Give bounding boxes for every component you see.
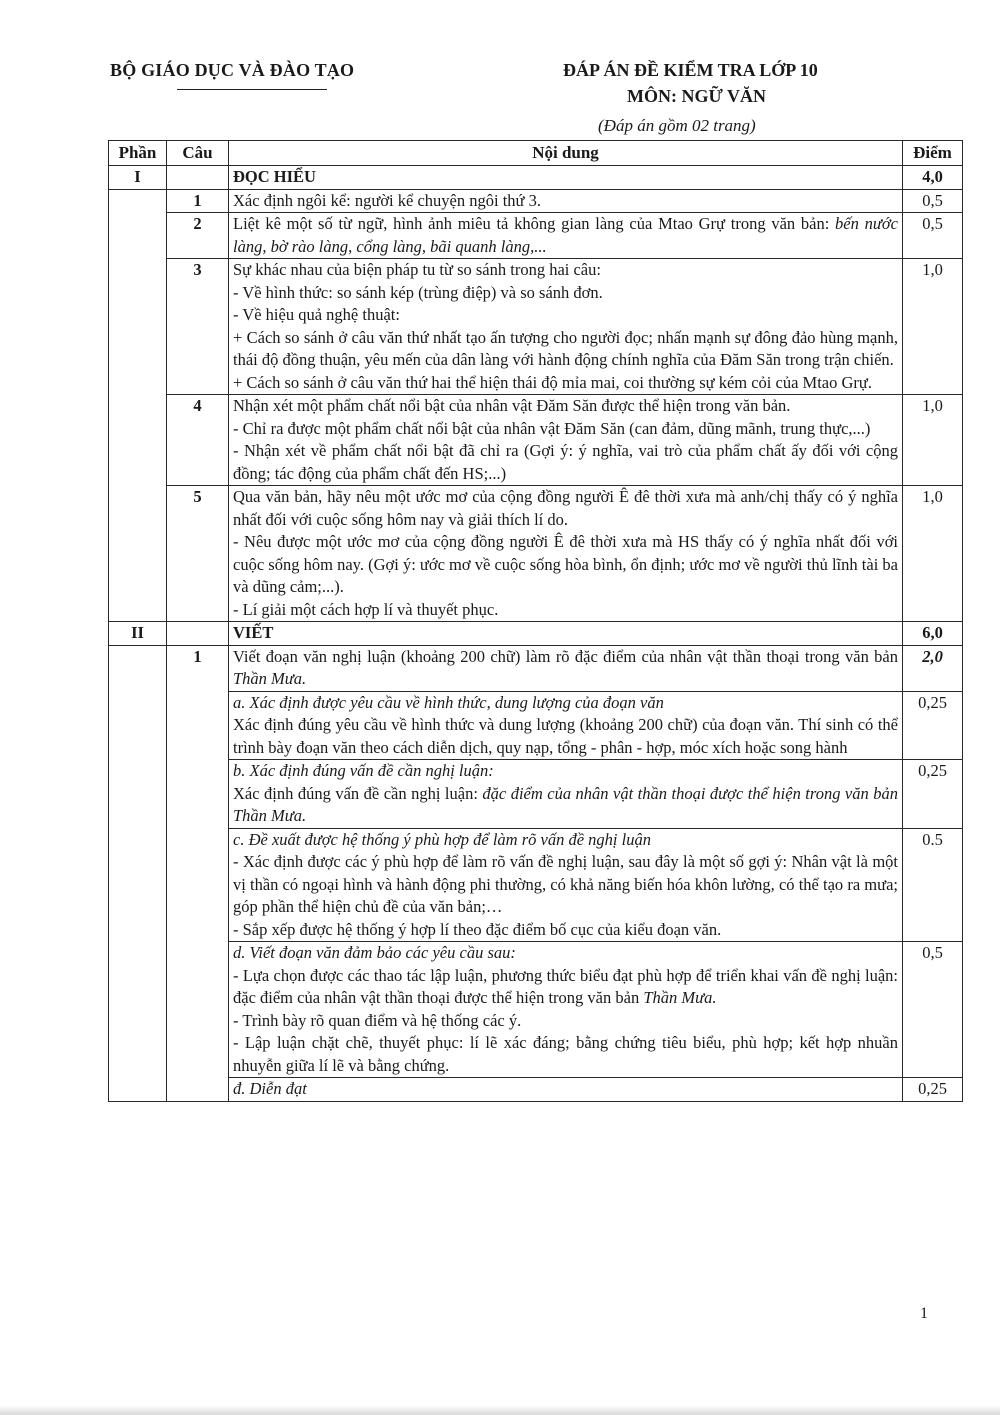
question-content <box>229 486 903 622</box>
table-row <box>109 828 963 942</box>
content-line: - Về hình thức: so sánh kép (trùng điệp) và so sánh đơn. <box>233 282 603 302</box>
section-score: 6,0 <box>903 622 963 646</box>
criterion-text <box>233 783 898 828</box>
question-number: 2 <box>167 213 229 259</box>
content-line: - Nhận xét về phẩm chất nổi bật đã chỉ ra (Gợi ý: ý nghĩa, vai trò của phẩm chất ấy đối với cộng đồng; tác động của phẩm chất đến HS;...) <box>233 441 898 483</box>
question-content <box>229 395 903 486</box>
section-title: VIẾT <box>229 622 903 646</box>
content-line: - Nêu được một ước mơ của cộng đồng người Ê đê thời xưa mà HS thấy có ý nghĩa nhất đối với cuộc sống hôm nay. (Gợi ý: ước mơ về cuộc sống hòa bình, ổn định; ước mơ về người thủ lĩnh tài ba và dũng cảm;...). <box>233 532 898 596</box>
ministry-name: BỘ GIÁO DỤC VÀ ĐÀO TẠO <box>110 60 355 80</box>
question-text-plain: Viết đoạn văn nghị luận (khoảng 200 chữ) làm rõ đặc điểm của nhân vật thần thoại trong văn bản <box>233 646 898 666</box>
criterion-text-plain: Xác định đúng vấn đề cần nghị luận: <box>233 783 483 803</box>
table-row <box>109 189 963 213</box>
section-part-number: II <box>109 622 167 646</box>
table-row <box>109 486 963 622</box>
document-title: ĐÁP ÁN ĐỀ KIỂM TRA LỚP 10 <box>563 60 818 80</box>
content-line: Nhận xét một phẩm chất nổi bật của nhân vật Đăm Săn được thể hiện trong văn bản. <box>233 396 791 415</box>
answer-key-table <box>108 140 963 1102</box>
section-part-number: I <box>109 166 167 190</box>
content-line: - Chỉ ra được một phẩm chất nổi bật của nhân vật Đăm Săn (can đảm, dũng mãnh, trung thực,...) <box>233 418 871 438</box>
question-score: 0,5 <box>903 189 963 213</box>
question-text <box>233 646 898 691</box>
criterion-heading: a. Xác định được yêu cầu về hình thức, dung lượng của đoạn văn <box>233 692 664 712</box>
criterion-content <box>229 691 903 760</box>
content-line: - Về hiệu quả nghệ thuật: <box>233 305 400 324</box>
question-score: 1,0 <box>903 395 963 486</box>
question-number: 3 <box>167 259 229 395</box>
question-content <box>229 259 903 395</box>
section-row <box>109 166 963 190</box>
table-row <box>109 942 963 1078</box>
question-content: Xác định ngôi kể: người kể chuyện ngôi thứ 3. <box>229 189 903 213</box>
page-number: 1 <box>920 1305 928 1322</box>
section-part-spacer <box>109 645 167 1101</box>
question-score: 2,0 <box>903 645 963 691</box>
criterion-text: - Trình bày rõ quan điểm và hệ thống các ý. <box>233 1010 522 1030</box>
table-row <box>109 1078 963 1102</box>
criterion-text-italic: đặc điểm của nhân vật thần thoại được thể hiện trong văn bản Thần Mưa. <box>233 783 898 825</box>
criterion-text: - Lập luận chặt chẽ, thuyết phục: lí lẽ xác đáng; bằng chứng tiêu biểu, phù hợp; kết hợp nhuần nhuyễn giữa lí lẽ và bằng chứng. <box>233 1033 898 1075</box>
question-text-italic: bến nước làng, bờ rào làng, cổng làng, bãi quanh làng,... <box>233 214 898 256</box>
criterion-score: 0,25 <box>903 1078 963 1102</box>
question-content <box>229 645 903 691</box>
table-row <box>109 691 963 760</box>
question-content <box>229 213 903 259</box>
section-score: 4,0 <box>903 166 963 190</box>
criterion-score: 0,5 <box>903 942 963 1078</box>
question-score: 0,5 <box>903 213 963 259</box>
criterion-text: - Sắp xếp được hệ thống ý hợp lí theo đặc điểm bố cục của kiểu đoạn văn. <box>233 919 722 939</box>
subject-title: MÔN: NGỮ VĂN <box>627 86 766 106</box>
criterion-heading: đ. Diễn đạt <box>233 1079 307 1098</box>
criterion-score: 0.5 <box>903 828 963 942</box>
question-score: 1,0 <box>903 259 963 395</box>
empty-cell <box>167 622 229 646</box>
table-row <box>109 645 963 691</box>
table-row <box>109 395 963 486</box>
criterion-text: Xác định đúng yêu cầu về hình thức và dung lượng (khoảng 200 chữ) của đoạn văn. Thí sinh có thể trình bày đoạn văn theo cách diễn dịch, quy nạp, tổng - phân - hợp, móc xích hoặc song hành <box>233 715 898 757</box>
question-number: 1 <box>167 189 229 213</box>
header-content: Nội dung <box>229 141 903 166</box>
table-row <box>109 760 963 829</box>
criterion-content <box>229 828 903 942</box>
ministry-underline <box>177 89 327 90</box>
criterion-text: - Xác định được các ý phù hợp để làm rõ vấn đề nghị luận, sau đây là một số gợi ý: Nhân vật là một vị thần có ngoại hình và hành động phi thường, có khả năng biến hóa khôn lường, có thể tạo ra mưa; góp phần thể hiện chủ đề của văn bản;… <box>233 852 898 916</box>
question-number: 1 <box>167 645 229 1101</box>
criterion-content <box>229 760 903 829</box>
question-text-plain: Liệt kê một số từ ngữ, hình ảnh miêu tả không gian làng của Mtao Grự trong văn bản: <box>233 214 836 233</box>
header-question: Câu <box>167 141 229 166</box>
criterion-heading: c. Đề xuất được hệ thống ý phù hợp để làm rõ vấn đề nghị luận <box>233 829 651 849</box>
criterion-heading: b. Xác định đúng vấn đề cần nghị luận: <box>233 761 494 780</box>
header-score: Điểm <box>903 141 963 166</box>
criterion-content <box>229 942 903 1078</box>
page-count-note: (Đáp án gồm 02 trang) <box>598 116 756 135</box>
criterion-heading: d. Viết đoạn văn đảm bảo các yêu cầu sau: <box>233 943 516 962</box>
content-line: Qua văn bản, hãy nêu một ước mơ của cộng đồng người Ê đê thời xưa mà anh/chị thấy có ý nghĩa nhất đối với cuộc sống hôm nay và giải thích lí do. <box>233 487 898 529</box>
question-number: 5 <box>167 486 229 622</box>
criterion-score: 0,25 <box>903 760 963 829</box>
question-text-italic: Thần Mưa. <box>233 669 307 688</box>
criterion-text-plain: - Lựa chọn được các thao tác lập luận, phương thức biểu đạt phù hợp để triển khai vấn đề nghị luận: đặc điểm của nhân vật thần thoại được thể hiện trong văn bản <box>233 965 898 1007</box>
table-row <box>109 213 963 259</box>
question-text <box>233 213 898 258</box>
content-line: Sự khác nhau của biện pháp tu từ so sánh trong hai câu: <box>233 260 601 279</box>
criterion-score: 0,25 <box>903 691 963 760</box>
table-header-row <box>109 141 963 166</box>
empty-cell <box>167 166 229 190</box>
content-line: + Cách so sánh ở câu văn thứ hai thể hiện thái độ mỉa mai, coi thường sự kém cỏi của Mtao Grự. <box>233 372 872 392</box>
criterion-text-italic: Thần Mưa. <box>643 988 717 1007</box>
section-part-spacer <box>109 189 167 622</box>
content-line: - Lí giải một cách hợp lí và thuyết phục. <box>233 599 499 619</box>
question-score: 1,0 <box>903 486 963 622</box>
header-part: Phần <box>109 141 167 166</box>
question-number: 4 <box>167 395 229 486</box>
scan-edge <box>0 1405 1000 1415</box>
table-row <box>109 259 963 395</box>
criterion-content <box>229 1078 903 1102</box>
section-title: ĐỌC HIỂU <box>229 166 903 190</box>
section-row <box>109 622 963 646</box>
criterion-text <box>233 965 898 1010</box>
content-line: + Cách so sánh ở câu văn thứ nhất tạo ấn tượng cho người đọc; nhấn mạnh sự đông đảo hùng mạnh, thái độ đồng thuận, yêu mến của dân làng với hành động chính nghĩa của Đăm Săn trong trận chiến. <box>233 327 898 369</box>
